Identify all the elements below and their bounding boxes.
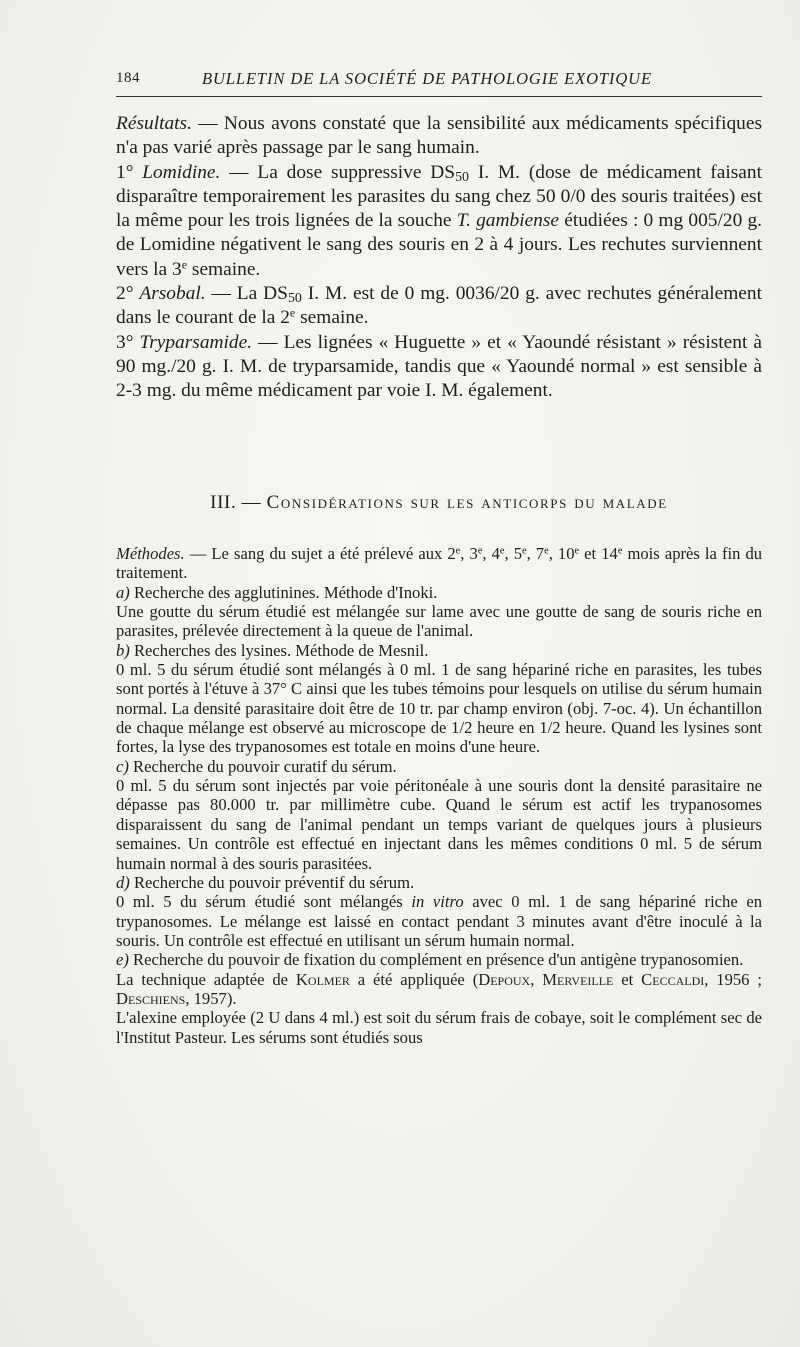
superscript: e [477, 545, 483, 557]
methods-text: mois après la fin du traitement. [116, 544, 763, 583]
method-e-heading [116, 950, 762, 969]
item-number: 2° [116, 283, 134, 305]
section-heading [116, 492, 762, 514]
author-name: Merveille [542, 969, 614, 989]
results-intro-paragraph [116, 112, 762, 161]
method-text: avec 0 ml. 1 de sang hépariné riche en trypanosomes. Le mélange est laissé en contact pendant 3 minutes avant d'être inoculé à la souris. Un contrôle est effectué en utilisant un sérum humain normal. [116, 892, 763, 950]
item-text: semaine. [295, 307, 369, 329]
method-b-heading [116, 641, 762, 660]
methods-text: et 14 [579, 544, 618, 563]
methods-text: , 7 [526, 544, 545, 563]
subscript: 50 [287, 290, 302, 306]
superscript: e [455, 545, 461, 557]
methods-intro-paragraph [116, 544, 762, 583]
methods-text: , 10 [548, 544, 575, 563]
item-text: I. M. est de 0 mg. 0036/20 g. avec rechutes généralement dans le courant de la 2 [116, 283, 762, 329]
method-title: Recherches des lysines. Méthode de Mesnil. [129, 640, 429, 660]
method-b-text: 0 ml. 5 du sérum étudié sont mélangés à 0 ml. 1 de sang hépariné riche en parasites, les tubes sont portés à l'étuve à 37° C ainsi que les tubes témoins pour lesquels on utilise du sérum humain normal. La densité parasitaire doit être de 10 tr. par champ environ (obj. 7-oc. 4). Un échantillon de chaque mélange est observé au microscope de 1/2 heure en 1/2 heure. Quand les lysines sont fortes, la lyse des trypanosomes est totale en moins d'une heure. [116, 660, 762, 757]
superscript: e [289, 305, 296, 320]
method-text: , [530, 969, 543, 989]
methods-text: , 4 [482, 544, 500, 563]
item-label: Lomidine. [142, 161, 221, 183]
italic-term: in vitro [411, 892, 464, 912]
item-text: — La DS [205, 283, 288, 305]
section-dash: — [236, 492, 267, 513]
section-numeral: III. [210, 492, 237, 513]
method-c-heading [116, 757, 762, 776]
method-letter: c) [116, 756, 129, 776]
results-intro-text: — Nous avons constaté que la sensibilité aux médicaments spécifiques n'a pas varié après passage par le sang humain. [116, 113, 762, 159]
methods-block [116, 544, 762, 1047]
method-title: Recherche du pouvoir préventif du sérum. [129, 872, 415, 892]
method-text: a été appliquée ( [349, 969, 479, 989]
superscript: e [617, 545, 623, 557]
method-a-text: Une goutte du sérum étudié est mélangée sur lame avec une goutte de sang de souris riche en parasites, prélevée directement à la queue de l'animal. [116, 602, 762, 641]
result-item-tryparsamide [116, 331, 762, 404]
method-title: Recherche des agglutinines. Méthode d'Inoki. [129, 582, 438, 602]
species-name: T. gambiense [456, 210, 560, 232]
method-d-heading [116, 873, 762, 892]
method-text: 0 ml. 5 du sérum étudié sont mélangés [116, 892, 412, 912]
method-text: La technique adaptée de [116, 969, 296, 989]
item-number: 3° [116, 331, 134, 353]
method-letter: e) [116, 950, 129, 970]
item-text: étudiées : 0 mg 005/20 g. de Lomidine négativent le sang des souris en 2 à 4 jours. Les rechutes surviennent vers la 3 [116, 210, 762, 280]
method-a-heading [116, 583, 762, 602]
methods-text: , 3 [460, 544, 478, 563]
section-title-text: Considérations sur les anticorps du malade [266, 492, 668, 513]
results-block [116, 112, 762, 404]
running-header [116, 68, 762, 97]
method-d-text [116, 892, 762, 950]
author-name: Ceccaldi [641, 969, 705, 989]
subscript: 50 [455, 169, 470, 185]
method-letter: b) [116, 640, 130, 660]
method-text: et [613, 969, 642, 989]
superscript: e [574, 545, 580, 557]
method-letter: d) [116, 872, 130, 892]
superscript: e [181, 257, 188, 272]
method-e-text [116, 970, 762, 1009]
method-text: , 1956 ; [704, 969, 762, 989]
item-text: — La dose suppressive DS [220, 161, 456, 183]
author-name: Kolmer [295, 969, 350, 989]
page-number: 184 [116, 70, 140, 86]
item-label: Tryparsamide. [139, 331, 253, 353]
superscript: e [499, 545, 505, 557]
author-name: Deschiens [116, 988, 186, 1008]
item-label: Arsobal. [139, 283, 206, 305]
method-letter: a) [116, 582, 130, 602]
result-item-lomidine [116, 161, 762, 282]
method-c-text: 0 ml. 5 du sérum sont injectés par voie péritonéale à une souris dont la densité parasitaire ne dépasse pas 80.000 tr. par millimètre cube. Quand le sérum est actif les trypanosomes disparaissent du sang de l'animal pendant un temps variant de quelques jours à plusieurs semaines. Un contrôle est effectué en injectant dans les mêmes conditions 0 ml. 5 de sérum humain normal à des souris parasitées. [116, 776, 762, 873]
superscript: e [522, 545, 527, 557]
author-name: Depoux [478, 969, 531, 989]
methods-text: , 5 [504, 544, 522, 563]
method-title: Recherche du pouvoir curatif du sérum. [128, 756, 397, 776]
methods-label: Méthodes. [116, 544, 185, 563]
method-title: Recherche du pouvoir de fixation du complément en présence d'un antigène trypanosomien. [128, 950, 744, 970]
method-text: , 1957). [185, 988, 237, 1008]
superscript: e [544, 545, 549, 557]
item-text: semaine. [187, 258, 261, 280]
item-number: 1° [116, 161, 134, 183]
methods-text: — Le sang du sujet a été prélevé aux 2 [184, 544, 456, 563]
item-text: I. M. (dose de médicament faisant disparaître temporairement les parasites du sang chez 50 0/0 des souris traitées) est la même pour les trois lignées de la souche [116, 161, 762, 232]
results-label: Résultats. [116, 113, 192, 134]
journal-title: BULLETIN DE LA SOCIÉTÉ DE PATHOLOGIE EXOTIQUE [202, 69, 652, 88]
alexine-paragraph: L'alexine employée (2 U dans 4 ml.) est soit du sérum frais de cobaye, soit le complément sec de l'Institut Pasteur. Les sérums sont étudiés sous [116, 1008, 762, 1047]
result-item-arsobal [116, 282, 762, 331]
item-text: — Les lignées « Huguette » et « Yaoundé résistant » résistent à 90 mg./20 g. I. M. de tryparsamide, tandis que « Yaoundé normal » est sensible à 2-3 mg. du même médicament par voie I. M. également. [116, 331, 762, 402]
